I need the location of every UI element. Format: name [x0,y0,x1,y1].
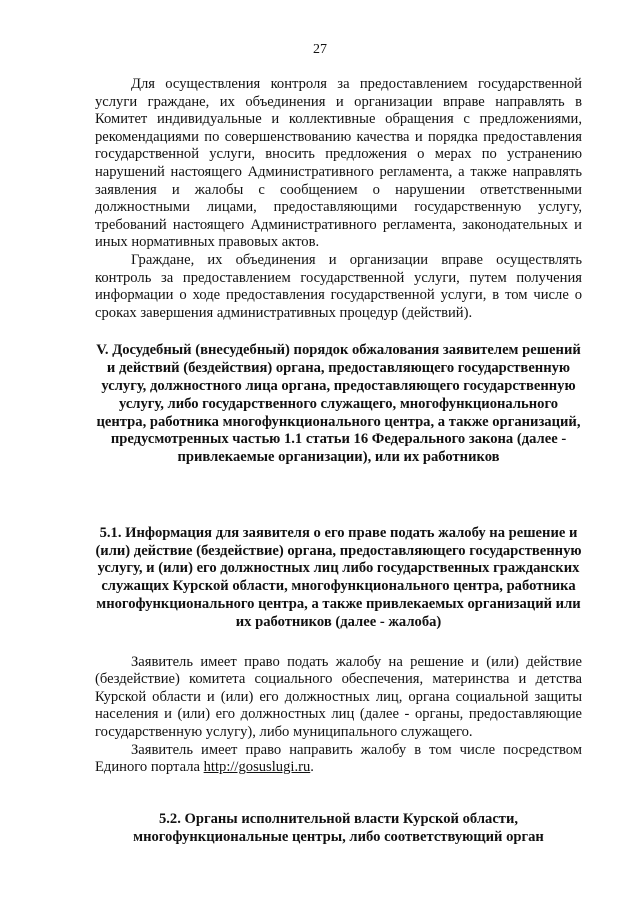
document-body [95,76,582,846]
gosuslugi-link[interactable]: http://gosuslugi.ru [203,759,311,776]
portal-text: Заявитель имеет право направить жалобу в том числе посредством Единого портала [95,741,582,776]
portal-period: . [310,759,314,776]
section-5-1-heading: 5.1. Информация для заявителя о его праве подать жалобу на решение и (или) действие (бездействие) органа, предоставляющего государственную услугу, и (или) его должностных лиц либо государственных гражданских служащих Курской области, многофункционального центра, работника многофункционального центра, а также привлекаемых организаций или их работников (далее - жалоба) [95,524,582,630]
section-5-2-heading: 5.2. Органы исполнительной власти Курской области, многофункциональные центры, либо соответствующий орган [133,810,544,845]
section-v-heading: V. Досудебный (внесудебный) порядок обжалования заявителем решений и действий (бездействия) органа, предоставляющего государственную услугу, должностного лица органа, предоставляющего государственную услугу, либо государственного служащего, многофункционального центра, работника многофункционального центра, а также организаций, предусмотренных частью 1.1 статьи 16 Федерального закона (далее - привлекаемые организации), или их работников [96,342,581,466]
paragraph-citizen-control: Граждане, их объединения и организации вправе осуществлять контроль за предоставлением государственной услуги, путем получения информации о ходе предоставления государственной услуги, в том числе о сроках завершения административных процедур (действий). [95,251,582,321]
paragraph-portal-complaint [95,742,582,777]
paragraph-control-proposals: Для осуществления контроля за предоставлением государственной услуги граждане, их объединения и организации вправе направлять в Комитет индивидуальные и коллективные обращения с предложениями, рекомендациями по совершенствованию качества и порядка предоставления государственной услуги, вносить предложения о мерах по устранению нарушений настоящего Административного регламента, а также направлять заявления и жалобы с сообщением о нарушении ответственными должностными лицами, предоставляющими государственную услугу, требований настоящего Административного регламента, законодательных и иных нормативных правовых актов. [95,76,582,251]
paragraph-complaint-right: Заявитель имеет право подать жалобу на решение и (или) действие (бездействие) комитета социального обеспечения, материнства и детства Курской области и (или) его должностных лиц, органа социальной защиты населения и (или) его должностных лиц (далее - органы, предоставляющие государственную услугу), либо муниципального служащего. [95,653,582,741]
page-number: 27 [313,42,327,57]
